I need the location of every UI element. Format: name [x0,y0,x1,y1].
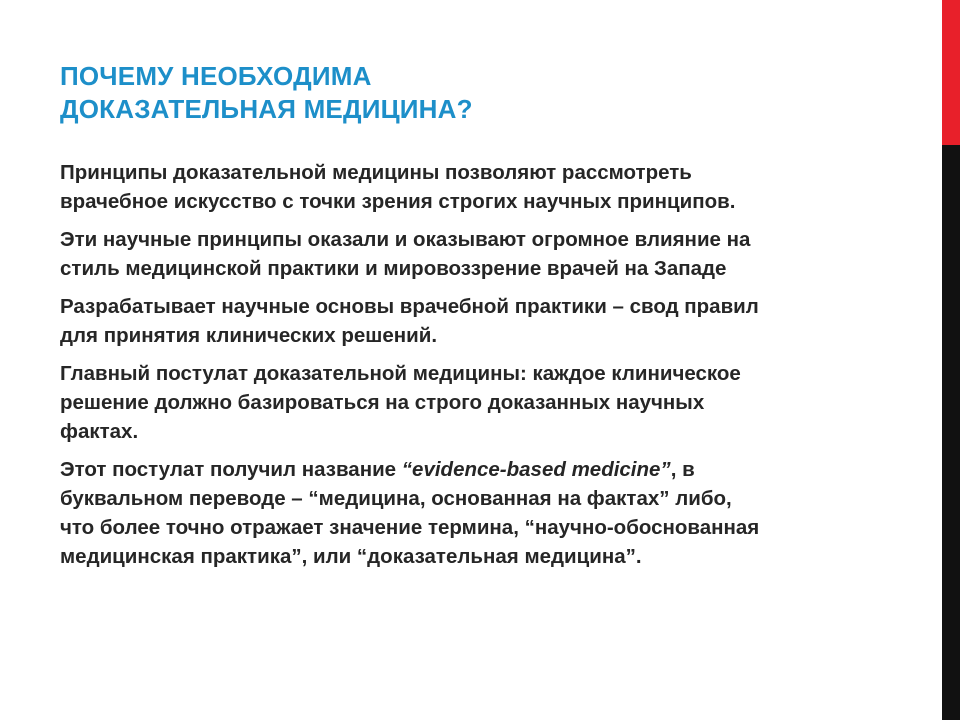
paragraph-line: Главный постулат доказательной медицины: каждое клиническое [60,362,741,385]
paragraph-5 [60,455,910,571]
paragraph-line: медицинская практика”, или “доказательная медицина”. [60,545,642,568]
slide-title-line-1: ПОЧЕМУ НЕОБХОДИМА [60,61,372,91]
slide-title [60,60,880,126]
paragraph-line: для принятия клинических решений. [60,324,438,347]
paragraph-1 [60,158,910,216]
english-term: “evidence-based medicine” [401,458,671,481]
paragraph-line: Разрабатывает научные основы врачебной практики – свод правил [60,295,759,318]
paragraph-5-prefix: Этот постулат получил название [60,458,402,481]
paragraph-line: врачебное искусство с точки зрения строгих научных принципов. [60,190,736,213]
paragraph-3 [60,292,910,350]
paragraph-line: буквальном переводе – “медицина, основанная на фактах” либо, [60,487,732,510]
paragraph-line: решение должно базироваться на строго доказанных научных [60,391,705,414]
paragraph-line: Эти научные принципы оказали и оказывают огромное влияние на [60,228,751,251]
slide-body [60,158,910,580]
paragraph-line: Принципы доказательной медицины позволяют рассмотреть [60,161,692,184]
paragraph-5-suffix: , в [670,458,695,481]
paragraph-line: стиль медицинской практики и мировоззрение врачей на Западе [60,257,727,280]
slide-title-line-2: ДОКАЗАТЕЛЬНАЯ МЕДИЦИНА? [60,94,473,124]
paragraph-4 [60,359,910,446]
right-edge-accent [942,0,960,145]
right-edge-bar [942,0,960,720]
paragraph-line: что более точно отражает значение термина, “научно-обоснованная [60,516,760,539]
paragraph-2 [60,225,910,283]
paragraph-line: фактах. [60,420,139,443]
paragraph-line [60,455,910,484]
